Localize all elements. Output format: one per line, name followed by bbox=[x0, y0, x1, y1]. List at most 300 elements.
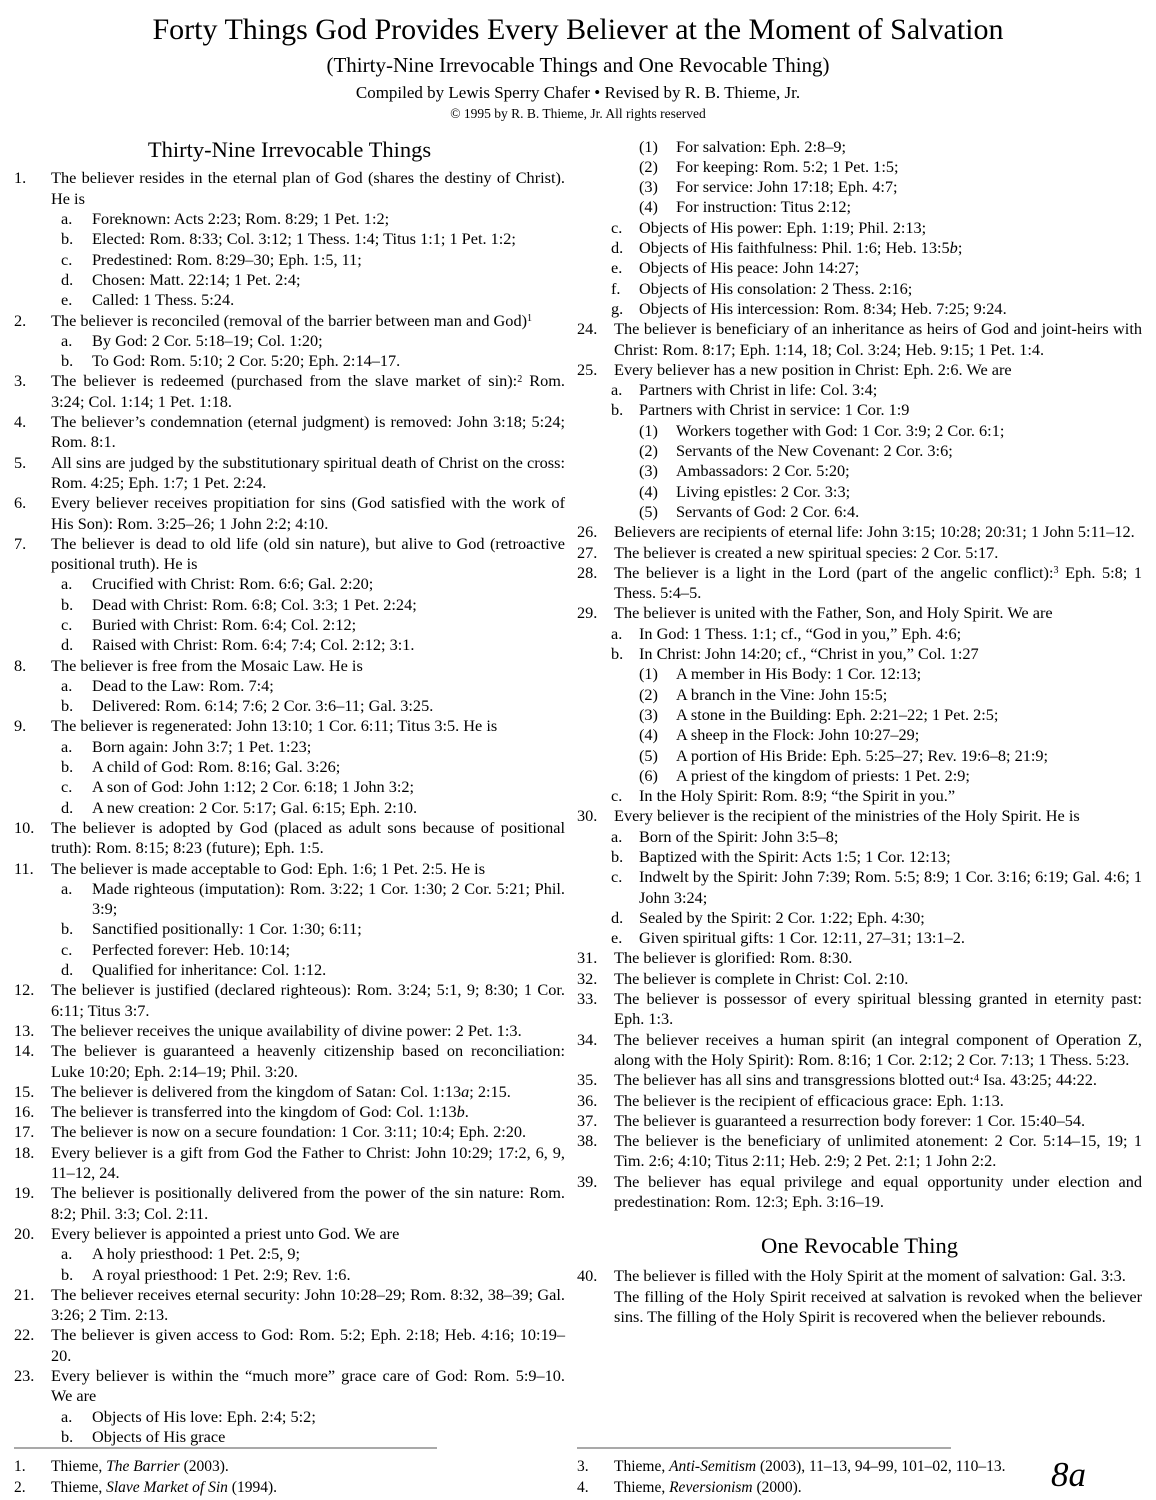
item-text: A royal priesthood: 1 Pet. 2:9; Rev. 1:6. bbox=[92, 1264, 351, 1284]
item-text: Elected: Rom. 8:33; Col. 3:12; 1 Thess. 1:4; Titus 1:1; 1 Pet. 1:2; bbox=[92, 229, 516, 249]
item-text: Objects of His faithfulness: Phil. 1:6; Heb. 13:5b; bbox=[639, 238, 963, 258]
item-number: f. bbox=[611, 278, 621, 298]
list-item bbox=[61, 595, 565, 615]
item-number: 36. bbox=[577, 1090, 598, 1110]
item-number: 19. bbox=[14, 1183, 35, 1203]
item-text: The believer is transferred into the kingdom of God: Col. 1:13b. bbox=[51, 1102, 469, 1122]
item-text: A portion of His Bride: Eph. 5:25–27; Rev. 19:6–8; 21:9; bbox=[676, 745, 1049, 765]
list-item bbox=[14, 656, 565, 676]
item-number: 14. bbox=[14, 1041, 35, 1061]
list-item bbox=[61, 757, 565, 777]
item-number: 2. bbox=[14, 310, 27, 330]
item-number: c. bbox=[61, 939, 73, 959]
item-number: 10. bbox=[14, 817, 35, 837]
item-number: a. bbox=[61, 209, 73, 229]
list-item bbox=[14, 1366, 565, 1407]
item-text: Objects of His consolation: 2 Thess. 2:16; bbox=[639, 278, 913, 298]
list-item bbox=[14, 371, 565, 412]
item-number: (5) bbox=[639, 501, 658, 521]
item-number: 32. bbox=[577, 968, 598, 988]
list-item bbox=[61, 635, 565, 655]
item-number: (4) bbox=[639, 481, 658, 501]
list-item bbox=[61, 879, 565, 920]
list-item bbox=[611, 928, 1142, 948]
item-number: b. bbox=[611, 846, 624, 866]
item-number: b. bbox=[611, 644, 624, 664]
item-text: The believer resides in the eternal plan of God (shares the destiny of Christ). He is bbox=[51, 168, 565, 208]
item-text: Predestined: Rom. 8:29–30; Eph. 1:5, 11; bbox=[92, 249, 362, 269]
list-item bbox=[577, 543, 1142, 563]
list-item bbox=[14, 168, 565, 209]
list-item bbox=[611, 258, 1142, 278]
document-title: Forty Things God Provides Every Believer at the Moment of Salvation bbox=[152, 13, 1004, 46]
list-item bbox=[14, 534, 565, 575]
item-text: A holy priesthood: 1 Pet. 2:5, 9; bbox=[92, 1244, 301, 1264]
document-subtitle: (Thirty-Nine Irrevocable Things and One Revocable Thing) bbox=[326, 52, 830, 77]
footnote-text: Thieme, The Barrier (2003). bbox=[51, 1458, 229, 1476]
item-number: (3) bbox=[639, 704, 658, 724]
item-text: Every believer is appointed a priest unto God. We are bbox=[51, 1223, 400, 1243]
list-item bbox=[14, 716, 565, 736]
footnote-text: Thieme, Reversionism (2000). bbox=[614, 1478, 802, 1496]
item-text: Every believer is within the “much more” grace care of God: Rom. 5:9–10. We are bbox=[51, 1365, 565, 1406]
item-number: a. bbox=[611, 826, 623, 846]
item-text: The believer receives eternal security: John 10:28–29; Rom. 8:32, 38–39; Gal. 3:26; 2 Tim. 2:13. bbox=[51, 1284, 565, 1325]
item-number: d. bbox=[61, 269, 74, 289]
list-item bbox=[639, 441, 1142, 461]
item-number: a. bbox=[61, 675, 73, 695]
item-text: The believer is delivered from the kingdom of Satan: Col. 1:13a; 2:15. bbox=[51, 1081, 511, 1101]
item-number: e. bbox=[61, 290, 73, 310]
left-footnotes bbox=[14, 1447, 565, 1498]
page-number: 8a bbox=[1051, 1455, 1086, 1494]
item-number: d. bbox=[61, 797, 74, 817]
item-text: Workers together with God: 1 Cor. 3:9; 2 Cor. 6:1; bbox=[676, 420, 1005, 440]
item-number: 28. bbox=[577, 562, 598, 582]
item-number: b. bbox=[61, 594, 74, 614]
list-item bbox=[577, 1030, 1142, 1071]
item-number: 21. bbox=[14, 1284, 35, 1304]
item-text: Dead with Christ: Rom. 6:8; Col. 3:3; 1 Pet. 2:24; bbox=[92, 594, 417, 614]
item-number: g. bbox=[611, 298, 624, 318]
list-item bbox=[639, 725, 1142, 745]
item-text: In Christ: John 14:20; cf., “Christ in you,” Col. 1:27 bbox=[639, 644, 979, 664]
item-text: Sanctified positionally: 1 Cor. 1:30; 6:11; bbox=[92, 919, 362, 939]
item-text: Objects of His love: Eph. 2:4; 5:2; bbox=[92, 1406, 316, 1426]
item-text: A member in His Body: 1 Cor. 12:13; bbox=[676, 664, 922, 684]
list-item bbox=[611, 827, 1142, 847]
item-text: Delivered: Rom. 6:14; 7:6; 2 Cor. 3:6–11; Gal. 3:25. bbox=[92, 696, 434, 716]
item-text: The believer has equal privilege and equal opportunity under election and predestination: Rom. 12:3; Eph. 3:16–19. bbox=[614, 1171, 1142, 1212]
item-text: The believer is guaranteed a resurrection body forever: 1 Cor. 15:40–54. bbox=[614, 1110, 1086, 1130]
item-number: d. bbox=[61, 635, 74, 655]
item-number: 27. bbox=[577, 542, 598, 562]
item-text: In God: 1 Thess. 1:1; cf., “God in you,” Eph. 4:6; bbox=[639, 623, 962, 643]
item-number: 15. bbox=[14, 1081, 35, 1101]
list-item bbox=[61, 696, 565, 716]
item-number: b. bbox=[61, 229, 74, 249]
item-text: Partners with Christ in service: 1 Cor. 1:9 bbox=[639, 400, 910, 420]
list-item bbox=[577, 360, 1142, 380]
list-item bbox=[61, 940, 565, 960]
item-number: b. bbox=[61, 1426, 74, 1446]
item-number: (4) bbox=[639, 197, 658, 217]
item-number: 23. bbox=[14, 1365, 35, 1385]
list-item bbox=[14, 1285, 565, 1326]
list-item bbox=[611, 908, 1142, 928]
list-item bbox=[61, 615, 565, 635]
item-number: 37. bbox=[577, 1110, 598, 1130]
list-item bbox=[14, 1224, 565, 1244]
item-number: 7. bbox=[14, 533, 27, 553]
list-item bbox=[639, 461, 1142, 481]
item-text: A child of God: Rom. 8:16; Gal. 3:26; bbox=[92, 757, 341, 777]
left-column-content bbox=[14, 168, 565, 1447]
list-item bbox=[61, 250, 565, 270]
item-text: The believer receives the unique availability of divine power: 2 Pet. 1:3. bbox=[51, 1020, 522, 1040]
item-text: Called: 1 Thess. 5:24. bbox=[92, 290, 235, 310]
item-number: 8. bbox=[14, 655, 27, 675]
item-number: b. bbox=[61, 1264, 74, 1284]
list-item bbox=[14, 453, 565, 494]
item-number: 24. bbox=[577, 319, 598, 339]
list-item bbox=[61, 574, 565, 594]
item-number: (3) bbox=[639, 177, 658, 197]
item-text: The believer is possessor of every spiritual blessing granted in eternity past: Eph. 1:3. bbox=[614, 989, 1142, 1029]
item-number: 16. bbox=[14, 1102, 35, 1122]
item-number: a. bbox=[61, 574, 73, 594]
list-item bbox=[14, 1325, 565, 1366]
item-number: 31. bbox=[577, 948, 598, 968]
list-item bbox=[639, 502, 1142, 522]
item-number: 34. bbox=[577, 1029, 598, 1049]
list-item bbox=[61, 229, 565, 249]
right-column bbox=[577, 137, 1142, 1499]
right-column-content bbox=[577, 137, 1142, 1328]
list-item bbox=[639, 705, 1142, 725]
item-text: Objects of His intercession: Rom. 8:34; Heb. 7:25; 9:24. bbox=[639, 298, 1007, 318]
list-item bbox=[577, 1070, 1142, 1090]
list-item bbox=[61, 1265, 565, 1285]
item-text: A priest of the kingdom of priests: 1 Pet. 2:9; bbox=[676, 765, 970, 785]
list-item bbox=[61, 331, 565, 351]
item-number: (2) bbox=[639, 156, 658, 176]
item-number: 38. bbox=[577, 1131, 598, 1151]
list-item bbox=[577, 1091, 1142, 1111]
item-text: The believer is regenerated: John 13:10; 1 Cor. 6:11; Titus 3:5. He is bbox=[51, 716, 498, 736]
list-item bbox=[14, 818, 565, 859]
item-text: Every believer has a new position in Christ: Eph. 2:6. We are bbox=[614, 359, 1012, 379]
footnote-rule bbox=[577, 1447, 951, 1449]
item-text: The believer is now on a secure foundation: 1 Cor. 3:11; 10:4; Eph. 2:20. bbox=[51, 1122, 527, 1142]
item-text: Given spiritual gifts: 1 Cor. 12:11, 27–31; 13:1–2. bbox=[639, 928, 965, 948]
list-item bbox=[639, 482, 1142, 502]
list-item bbox=[577, 989, 1142, 1030]
list-item bbox=[577, 1131, 1142, 1172]
item-number: b. bbox=[61, 696, 74, 716]
item-number: b. bbox=[611, 400, 624, 420]
item-text: The believer has all sins and transgressions blotted out:$^4$ Isa. 43:25; 44:22. bbox=[614, 1070, 1097, 1090]
item-text: By God: 2 Cor. 5:18–19; Col. 1:20; bbox=[92, 330, 323, 350]
item-text: Every believer is the recipient of the ministries of the Holy Spirit. He is bbox=[614, 806, 1080, 826]
list-item bbox=[14, 1102, 565, 1122]
list-item bbox=[577, 319, 1142, 360]
item-text: The believer is redeemed (purchased from the slave market of sin):$^2$ Rom. 3:24; Col. 1:14; 1 Pet. 1:18. bbox=[51, 371, 566, 411]
item-text: The believer is the recipient of efficacious grace: Eph. 1:13. bbox=[614, 1090, 1004, 1110]
list-item bbox=[61, 676, 565, 696]
item-number: c. bbox=[61, 615, 73, 634]
item-number: e. bbox=[611, 928, 623, 948]
list-item bbox=[61, 919, 565, 939]
item-text: Buried with Christ: Rom. 6:4; Col. 2:12; bbox=[92, 615, 357, 634]
item-number: 13. bbox=[14, 1020, 35, 1040]
list-item bbox=[577, 969, 1142, 989]
item-text: Every believer receives propitiation for sins (God satisfied with the work of His Son): Rom. 3:25–26; 1 John 2:2; 4:10. bbox=[51, 493, 565, 533]
list-item bbox=[14, 1122, 565, 1142]
list-item bbox=[611, 238, 1142, 258]
item-number: 4. bbox=[14, 412, 27, 432]
list-item bbox=[14, 1143, 565, 1184]
item-number: a. bbox=[611, 623, 623, 643]
item-text: Sealed by the Spirit: 2 Cor. 1:22; Eph. 4:30; bbox=[639, 907, 925, 927]
footnote bbox=[14, 1457, 565, 1478]
list-item bbox=[639, 157, 1142, 177]
item-text: The believer is complete in Christ: Col. 2:10. bbox=[614, 968, 909, 988]
list-item bbox=[611, 786, 1142, 806]
list-item bbox=[611, 644, 1142, 664]
list-item bbox=[577, 948, 1142, 968]
footnote-number: 4. bbox=[577, 1478, 589, 1496]
item-text: A sheep in the Flock: John 10:27–29; bbox=[676, 725, 920, 745]
list-item bbox=[14, 311, 565, 331]
list-item bbox=[61, 960, 565, 980]
list-item bbox=[577, 1111, 1142, 1131]
list-item bbox=[639, 421, 1142, 441]
item-text: The believer is adopted by God (placed as adult sons because of positional truth): Rom. 8:15; 8:23 (future); Eph. 1:5. bbox=[51, 817, 565, 858]
list-item bbox=[14, 1082, 565, 1102]
item-text: In the Holy Spirit: Rom. 8:9; “the Spirit in you.” bbox=[639, 786, 956, 806]
item-text: For service: John 17:18; Eph. 4:7; bbox=[676, 177, 898, 197]
list-item bbox=[577, 1172, 1142, 1213]
item-text: Born of the Spirit: John 3:5–8; bbox=[639, 826, 839, 846]
list-item bbox=[14, 859, 565, 879]
item-text: Objects of His grace bbox=[92, 1426, 226, 1446]
item-number: a. bbox=[61, 878, 73, 898]
item-text: The believer’s condemnation (eternal judgment) is removed: John 3:18; 5:24; Rom. 8:1. bbox=[51, 412, 565, 452]
list-item bbox=[639, 137, 1142, 157]
footnote-number: 1. bbox=[14, 1458, 26, 1476]
byline: Compiled by Lewis Sperry Chafer • Revised by R. B. Thieme, Jr. bbox=[355, 82, 801, 102]
item-number: 11. bbox=[14, 858, 34, 878]
item-text: Born again: John 3:7; 1 Pet. 1:23; bbox=[92, 736, 312, 756]
item-text: Baptized with the Spirit: Acts 1:5; 1 Cor. 12:13; bbox=[639, 846, 951, 866]
item-number: c. bbox=[611, 786, 623, 806]
item-number: (2) bbox=[639, 441, 658, 461]
item-text: The believer is reconciled (removal of the barrier between man and God)$^1$ bbox=[51, 310, 533, 330]
list-item bbox=[639, 766, 1142, 786]
item-text: Indwelt by the Spirit: John 7:39; Rom. 5:5; 8:9; 1 Cor. 3:16; 6:19; Gal. 4:6; 1 John 3:24; bbox=[639, 867, 1142, 907]
list-item bbox=[611, 847, 1142, 867]
item-number: b. bbox=[61, 351, 74, 371]
item-number: 39. bbox=[577, 1171, 598, 1191]
item-number: 35. bbox=[577, 1070, 598, 1090]
item-text: The believer is united with the Father, Son, and Holy Spirit. We are bbox=[614, 603, 1053, 623]
item-number: a. bbox=[61, 330, 73, 350]
list-item bbox=[61, 1407, 565, 1427]
list-item bbox=[611, 218, 1142, 238]
item-number: 6. bbox=[14, 493, 27, 513]
list-item bbox=[14, 412, 565, 453]
item-text: The believer is positionally delivered from the power of the sin nature: Rom. 8:2; Phil. 3:3; Col. 2:11. bbox=[51, 1183, 565, 1223]
list-item bbox=[14, 493, 565, 534]
item-text: The believer is the beneficiary of unlimited atonement: 2 Cor. 5:14–15, 19; 1 Tim. 2:6; 4:10; Titus 2:11; Heb. 2:9; 2 Pet. 2:1; 1 John 2:2. bbox=[614, 1131, 1142, 1171]
item-text: Servants of the New Covenant: 2 Cor. 3:6; bbox=[676, 441, 953, 461]
item-number: a. bbox=[61, 736, 73, 756]
item-text: The believer is filled with the Holy Spirit at the moment of salvation: Gal. 3:3. bbox=[614, 1266, 1126, 1286]
item-number: 40. bbox=[577, 1266, 598, 1286]
item-text: The believer receives a human spirit (an integral component of Operation Z, along with the Holy Spirit): Rom. 8:16; 1 Cor. 2:12; 2 Cor. 7:13; 1 Thess. 5:23. bbox=[614, 1029, 1142, 1069]
item-text: Dead to the Law: Rom. 7:4; bbox=[92, 675, 274, 695]
item-number: b. bbox=[61, 919, 74, 939]
item-text: Raised with Christ: Rom. 6:4; 7:4; Col. 2:12; 3:1. bbox=[92, 635, 415, 655]
item-number: (4) bbox=[639, 725, 658, 745]
item-number: (6) bbox=[639, 765, 658, 785]
footnote-number: 3. bbox=[577, 1458, 589, 1476]
item-text: Living epistles: 2 Cor. 3:3; bbox=[676, 481, 851, 501]
item-number: 1. bbox=[14, 168, 27, 188]
list-item bbox=[577, 603, 1142, 623]
item-text: Ambassadors: 2 Cor. 5:20; bbox=[676, 461, 850, 481]
item-number: a. bbox=[61, 1244, 73, 1264]
item-text: Partners with Christ in life: Col. 3:4; bbox=[639, 380, 878, 400]
item-number: c. bbox=[61, 777, 73, 797]
item-number: (3) bbox=[639, 461, 658, 481]
footnote-text: Thieme, Anti-Semitism (2003), 11–13, 94–99, 101–02, 110–13. bbox=[614, 1458, 1006, 1476]
item-text: The believer is justified (declared righteous): Rom. 3:24; 5:1, 9; 8:30; 1 Cor. 6:11; Titus 3:7. bbox=[51, 980, 565, 1020]
item-number: c. bbox=[61, 249, 73, 269]
list-item bbox=[61, 1427, 565, 1447]
item-text: For instruction: Titus 2:12; bbox=[676, 197, 852, 217]
item-text: Chosen: Matt. 22:14; 1 Pet. 2:4; bbox=[92, 269, 301, 289]
item-text: A son of God: John 1:12; 2 Cor. 6:18; 1 John 3:2; bbox=[92, 777, 415, 797]
item-text: Made righteous (imputation): Rom. 3:22; 1 Cor. 1:30; 2 Cor. 5:21; Phil. 3:9; bbox=[92, 878, 565, 919]
item-text: Objects of His peace: John 14:27; bbox=[639, 258, 860, 278]
item-number: d. bbox=[61, 960, 74, 980]
list-item bbox=[639, 664, 1142, 684]
item-number: a. bbox=[61, 1406, 73, 1426]
item-number: (1) bbox=[639, 136, 658, 156]
item-number: c. bbox=[611, 217, 623, 237]
list-item bbox=[61, 777, 565, 797]
item-number: 25. bbox=[577, 359, 598, 379]
item-text: The believer is created a new spiritual species: 2 Cor. 5:17. bbox=[614, 542, 999, 562]
list-item bbox=[577, 806, 1142, 826]
list-item bbox=[61, 351, 565, 371]
list-item bbox=[639, 197, 1142, 217]
list-item bbox=[611, 299, 1142, 319]
item-number: 9. bbox=[14, 716, 27, 736]
list-item bbox=[61, 737, 565, 757]
item-text: Perfected forever: Heb. 10:14; bbox=[92, 939, 291, 959]
item-text: Objects of His power: Eph. 1:19; Phil. 2:13; bbox=[639, 217, 927, 237]
item-text: For salvation: Eph. 2:8–9; bbox=[676, 136, 847, 156]
item-text: The believer is given access to God: Rom. 5:2; Eph. 2:18; Heb. 4:16; 10:19–20. bbox=[51, 1325, 565, 1365]
list-item bbox=[14, 1021, 565, 1041]
list-item bbox=[611, 400, 1142, 420]
item-text: The believer is made acceptable to God: Eph. 1:6; 1 Pet. 2:5. He is bbox=[51, 858, 486, 878]
list-item bbox=[611, 867, 1142, 908]
item-number: 22. bbox=[14, 1325, 35, 1345]
item-number: 17. bbox=[14, 1122, 35, 1142]
list-item bbox=[639, 746, 1142, 766]
item-text: The believer is dead to old life (old sin nature), but alive to God (retroactive positional truth). He is bbox=[51, 533, 565, 574]
list-item bbox=[577, 563, 1142, 604]
item-text: A branch in the Vine: John 15:5; bbox=[676, 684, 888, 704]
list-item bbox=[61, 798, 565, 818]
item-number: b. bbox=[61, 757, 74, 777]
list-item bbox=[61, 209, 565, 229]
section-heading-irrevocable: Thirty-Nine Irrevocable Things bbox=[147, 136, 432, 162]
item-text: All sins are judged by the substitutionary spiritual death of Christ on the cross: Rom. 4:25; Eph. 1:7; 1 Pet. 2:24. bbox=[51, 452, 565, 492]
item-number: 33. bbox=[577, 989, 598, 1009]
list-item bbox=[577, 522, 1142, 542]
item-text: The filling of the Holy Spirit received at salvation is revoked when the believer sins. The filling of the Holy Spirit is recovered when the believer rebounds. bbox=[614, 1286, 1142, 1326]
item-number: e. bbox=[611, 258, 623, 278]
list-item bbox=[639, 177, 1142, 197]
list-item bbox=[14, 1041, 565, 1082]
list-item bbox=[639, 685, 1142, 705]
item-number: (1) bbox=[639, 420, 658, 440]
list-item bbox=[61, 290, 565, 310]
item-number: d. bbox=[611, 907, 624, 927]
document-header bbox=[0, 0, 1156, 122]
item-number: 18. bbox=[14, 1142, 35, 1162]
item-text: A stone in the Building: Eph. 2:21–22; 1 Pet. 2:5; bbox=[676, 704, 999, 724]
item-text: The believer is beneficiary of an inheritance as heirs of God and joint-heirs with Christ: Rom. 8:17; Eph. 1:14, 18; Col. 3:24; Heb. 9:15; 1 Pet. 1:4. bbox=[614, 319, 1142, 359]
item-number: 30. bbox=[577, 806, 598, 826]
item-number: (5) bbox=[639, 745, 658, 765]
item-number: (2) bbox=[639, 684, 658, 704]
footnote-rule bbox=[14, 1447, 437, 1449]
copyright-line: © 1995 by R. B. Thieme, Jr. All rights reserved bbox=[450, 105, 706, 121]
item-text: Servants of God: 2 Cor. 6:4. bbox=[676, 501, 860, 521]
item-number: d. bbox=[611, 238, 624, 258]
item-text: Crucified with Christ: Rom. 6:6; Gal. 2:20; bbox=[92, 574, 374, 594]
list-item bbox=[611, 624, 1142, 644]
left-column bbox=[14, 137, 565, 1499]
item-number: 5. bbox=[14, 452, 27, 472]
item-number: (1) bbox=[639, 664, 658, 684]
two-column-body bbox=[0, 137, 1156, 1497]
item-text: Every believer is a gift from God the Father to Christ: John 10:29; 17:2, 6, 9, 11–12, 24. bbox=[51, 1142, 565, 1183]
item-number: 20. bbox=[14, 1223, 35, 1243]
item-paragraph bbox=[577, 1287, 1142, 1328]
item-number: a. bbox=[611, 380, 623, 400]
item-number: 12. bbox=[14, 980, 35, 1000]
footnote bbox=[14, 1478, 565, 1499]
list-item bbox=[61, 1244, 565, 1264]
item-text: Believers are recipients of eternal life: John 3:15; 10:28; 20:31; 1 John 5:11–12. bbox=[614, 522, 1135, 542]
item-number: 3. bbox=[14, 371, 27, 391]
item-text: Qualified for inheritance: Col. 1:12. bbox=[92, 960, 327, 980]
item-text: The believer is a light in the Lord (part of the angelic conflict):$^3$ Eph. 5:8; 1 Thess. 5:4–5. bbox=[614, 562, 1142, 603]
item-text: Foreknown: Acts 2:23; Rom. 8:29; 1 Pet. 1:2; bbox=[92, 209, 390, 229]
list-item bbox=[14, 980, 565, 1021]
item-number: c. bbox=[611, 867, 623, 887]
item-text: The believer is free from the Mosaic Law. He is bbox=[51, 655, 363, 675]
section-heading-revocable: One Revocable Thing bbox=[760, 1233, 959, 1259]
item-text: To God: Rom. 5:10; 2 Cor. 5:20; Eph. 2:14–17. bbox=[92, 351, 401, 371]
